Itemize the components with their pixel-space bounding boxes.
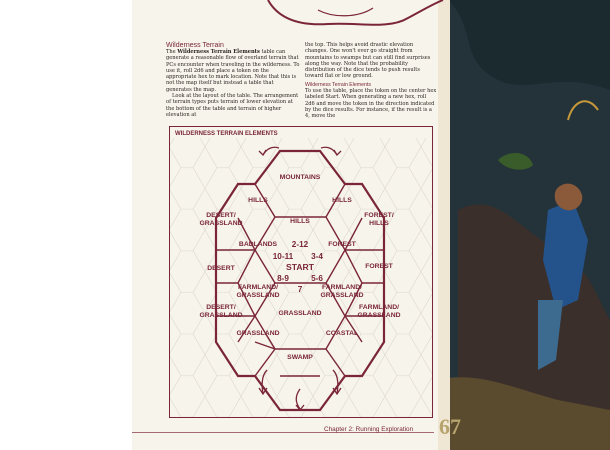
hex-farmland-grassland-far-line1: FARMLAND/ <box>358 304 400 311</box>
paragraph-intro <box>166 49 300 93</box>
roll-down: 7 <box>297 285 303 294</box>
hex-desert-grassland-lower-line1: DESERT/ <box>206 304 236 311</box>
hex-desert-grassland-lower-line2: GRASSLAND <box>199 312 243 319</box>
page-number: 67 <box>439 414 461 439</box>
roll-down-left: 8-9 <box>277 274 289 283</box>
hex-grassland-center: GRASSLAND <box>278 310 322 317</box>
corner-ornament <box>238 0 448 40</box>
table-name-bold: Wilderness Terrain Elements <box>177 49 260 55</box>
paragraph-elevation: the top. This helps avoid drastic elevation changes. One won't ever go straight from mountains to swamps but can still find surprises along the way. Note that the probability distribution of the dice tends to push results toward flat or low ground. <box>305 42 431 80</box>
hex-forest-hills-line2: HILLS <box>369 220 389 227</box>
hex-forest-center: FOREST <box>328 241 356 248</box>
hex-desert: DESERT <box>207 265 235 272</box>
roll-up-right: 3-4 <box>311 252 323 261</box>
roll-down-right: 5-6 <box>311 274 323 283</box>
right-text-column <box>305 42 437 120</box>
page-margin-strip <box>438 0 450 450</box>
hex-hills-center: HILLS <box>290 218 310 225</box>
hex-forest-hills-line1: FOREST/ <box>364 212 394 219</box>
hex-swamp: SWAMP <box>287 354 313 361</box>
paragraph-layout: Look at the layout of the table. The arrangement of terrain types puts terrain of lower elevation at the bottom of the table and terrain of higher elevation at <box>166 93 299 118</box>
hex-mountains: MOUNTAINS <box>279 174 321 181</box>
roll-up: 2-12 <box>291 240 309 249</box>
left-margin <box>0 0 132 450</box>
section-title: Wilderness Terrain <box>166 42 224 49</box>
hex-farmland-grassland-right-line2: GRASSLAND <box>320 292 364 299</box>
start-hex: START <box>285 262 315 272</box>
hex-farmland-grassland-far-line2: GRASSLAND <box>357 312 401 319</box>
hex-coastal: COASTAL <box>325 330 359 337</box>
table-title: WILDERNESS TERRAIN ELEMENTS <box>175 131 278 137</box>
hex-farmland-grassland-left-line2: GRASSLAND <box>236 292 280 299</box>
hex-desert-grassland-upper-line1: DESERT/ <box>206 212 236 219</box>
left-text-column <box>166 49 300 118</box>
intro-rest: table can generate a reasonable flow of overland terrain that PCs encounter when traveling in the wilderness. To use it, roll 2d6 and place a token on the appropriate hex to mark location. Note that this is not the map itself but instead a table that generates the map. <box>166 49 300 93</box>
wilderness-terrain-table <box>169 126 433 418</box>
illustration-art <box>438 0 610 450</box>
roll-up-left: 10-11 <box>272 252 294 261</box>
hex-grassland-left: GRASSLAND <box>236 330 280 337</box>
subheading: Wilderness Terrain Elements <box>305 81 371 88</box>
hex-badlands: BADLANDS <box>238 241 278 248</box>
hex-forest-right: FOREST <box>365 263 393 270</box>
hex-desert-grassland-upper-line2: GRASSLAND <box>199 220 243 227</box>
hex-hills-right: HILLS <box>332 197 352 204</box>
hex-hills-left: HILLS <box>248 197 268 204</box>
hex-farmland-grassland-left-line1: FARMLAND/ <box>237 284 279 291</box>
hex-farmland-grassland-right-line1: FARMLAND/ <box>321 284 363 291</box>
chapter-footer: Chapter 2: Running Exploration <box>324 426 414 433</box>
intro-lead: The <box>166 49 178 55</box>
paragraph-usage: To use the table, place the token on the center hex labeled Start. When generating a new hex, roll 2d6 and move the token in the direction indicated by the dice results. For instance, if the result is a 4, move the <box>305 88 437 120</box>
fantasy-illustration <box>438 0 610 450</box>
